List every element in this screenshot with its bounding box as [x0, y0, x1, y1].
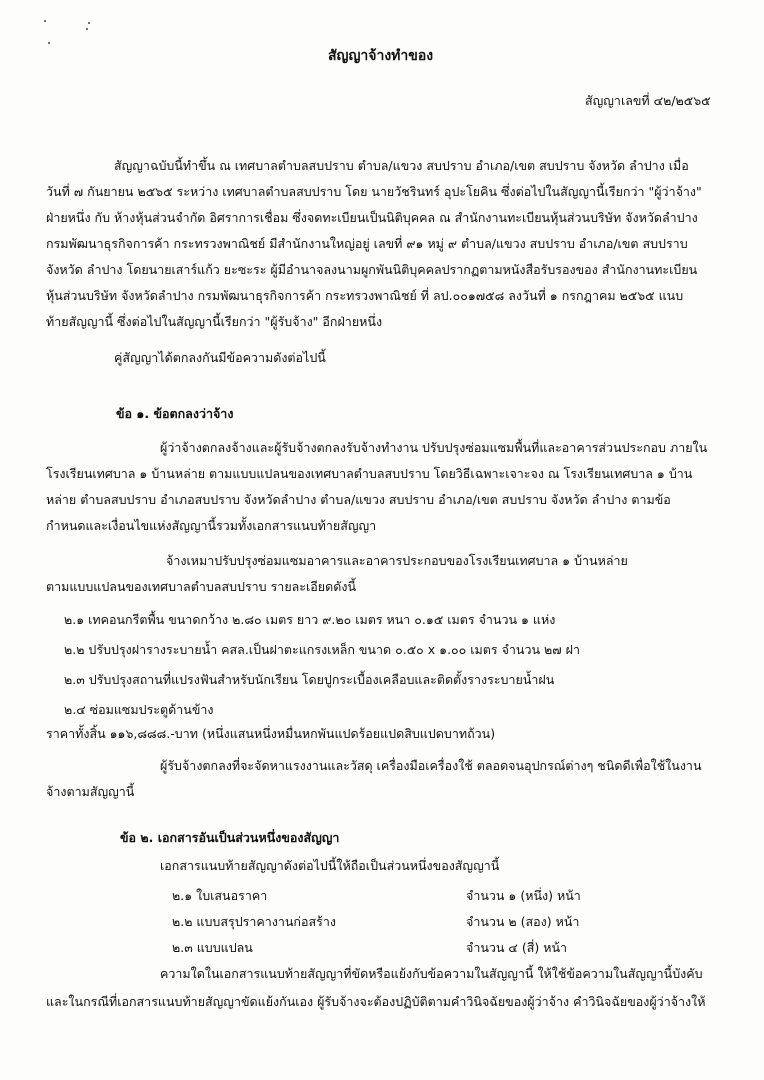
- attachment-pages: จำนวน ๒ (สอง) หน้า: [466, 914, 580, 929]
- clause-1-line: โรงเรียนเทศบาล ๑ บ้านหล่าย ตามแบบแปลนของเทศบาลตำบลสบปราบ โดยวิธีเฉพาะเจาะจง ณ โรงเรียนเทศบาล ๑ บ้าน: [46, 466, 693, 481]
- agreement-line: คู่สัญญาได้ตกลงกันมีข้อความดังต่อไปนี้: [114, 350, 326, 365]
- attachment-pages: จำนวน ๑ (หนึ่ง) หน้า: [466, 888, 581, 903]
- clause-2-tail: ความใดในเอกสารแนบท้ายสัญญาที่ขัดหรือแย้งกับข้อความในสัญญานี้ ให้ใช้ข้อความในสัญญานี้บังคับ: [160, 966, 703, 981]
- scope-line: จ้างเหมาปรับปรุงซ่อมแซมอาคารและอาคารประกอบของโรงเรียนเทศบาล ๑ บ้านหล่าย: [166, 553, 628, 568]
- clause-2-intro: เอกสารแนบท้ายสัญญาดังต่อไปนี้ให้ถือเป็นส่วนหนึ่งของสัญญานี้: [160, 858, 500, 873]
- clause-2-tail: และในกรณีที่เอกสารแนบท้ายสัญญาขัดแย้งกันเอง ผู้รับจ้างจะต้องปฏิบัติตามคำวินิจฉัยของผู้ว่าจ้าง คำวินิจฉัยของผู้ว่าจ้างให้: [46, 994, 706, 1009]
- document-title: สัญญาจ้างทำของ: [328, 48, 434, 64]
- scope-line: ตามแบบแปลนของเทศบาลตำบลสบปราบ รายละเอียดดังนี้: [46, 579, 357, 594]
- work-item: ๒.๓ ปรับปรุงสถานที่แปรงฟันสำหรับนักเรียน โดยปูกระเบื้องเคลือบและติดตั้งรางระบายน้ำฝน: [64, 672, 555, 687]
- intro-line: ฝ่ายหนึ่ง กับ ห้างหุ้นส่วนจำกัด อิศราการเชื่อม ซึ่งจดทะเบียนเป็นนิติบุคคล ณ สำนักงานทะเบียนหุ้นส่วนบริษัท จังหวัดลำปาง: [46, 210, 698, 225]
- intro-line: สัญญาฉบับนี้ทำขึ้น ณ เทศบาลตำบลสบปราบ ตำบล/แขวง สบปราบ อำเภอ/เขต สบปราบ จังหวัด ลำปาง เมื่อ: [114, 158, 689, 173]
- total-price: ราคาทั้งสิ้น ๑๑๖,๘๘๘.-บาท (หนึ่งแสนหนึ่งหมื่นหกพันแปดร้อยแปดสิบแปดบาทถ้วน): [46, 726, 496, 741]
- intro-line: วันที่ ๗ กันยายน ๒๕๖๕ ระหว่าง เทศบาลตำบลสบปราบ โดย นายวัชรินทร์ อุปะโยคิน ซึ่งต่อไปในสัญญานี้เรียกว่า "ผู้ว่าจ้าง": [46, 184, 702, 199]
- clause-1-line: ผู้ว่าจ้างตกลงจ้างและผู้รับจ้างตกลงรับจ้างทำงาน ปรับปรุงซ่อมแซมพื้นที่และอาคารส่วนประกอบ ภายใน: [160, 440, 708, 455]
- attachment-pages: จำนวน ๔ (สี่) หน้า: [466, 940, 568, 955]
- work-item: ๒.๔ ซ่อมแซมประตูด้านข้าง: [64, 702, 214, 717]
- clause-1-line: กำหนดและเงื่อนไขแห่งสัญญานี้รวมทั้งเอกสารแนบท้ายสัญญา: [46, 518, 377, 533]
- labor-line: ผู้รับจ้างตกลงที่จะจัดหาแรงงานและวัสดุ เครื่องมือเครื่องใช้ ตลอดจนอุปกรณ์ต่างๆ ชนิดดีเพื่อใช้ในงาน: [160, 758, 702, 773]
- attachment-name: ๒.๒ แบบสรุปราคางานก่อสร้าง: [172, 914, 336, 929]
- clause-1-line: หล่าย ตำบลสบปราบ อำเภอสบปราบ จังหวัดลำปาง ตำบล/แขวง สบปราบ อำเภอ/เขต สบปราบ จังหวัด ลำปาง ตามข้อ: [46, 492, 671, 507]
- work-item: ๒.๑ เทคอนกรีตพื้น ขนาดกว้าง ๒.๘๐ เมตร ยาว ๙.๒๐ เมตร หนา ๐.๑๕ เมตร จำนวน ๑ แห่ง: [64, 612, 556, 627]
- contract-number: สัญญาเลขที่ ๔๒/๒๕๖๕: [585, 93, 711, 108]
- work-item: ๒.๒ ปรับปรุงฝารางระบายน้ำ คสล.เป็นฝาตะแกรงเหล็ก ขนาด ๐.๕๐ x ๑.๐๐ เมตร จำนวน ๒๗ ฝา: [64, 642, 580, 657]
- intro-line: กรมพัฒนาธุรกิจการค้า กระทรวงพาณิชย์ มีสำนักงานใหญ่อยู่ เลขที่ ๙๑ หมู่ ๙ ตำบล/แขวง สบปราบ อำเภอ/เขต สบปราบ: [46, 236, 688, 251]
- clause-1-heading: ข้อ ๑. ข้อตกลงว่าจ้าง: [116, 406, 234, 421]
- attachment-name: ๒.๑ ใบเสนอราคา: [172, 888, 268, 903]
- attachment-name: ๒.๓ แบบแปลน: [172, 940, 253, 955]
- clause-2-heading: ข้อ ๒. เอกสารอันเป็นส่วนหนึ่งของสัญญา: [120, 830, 340, 845]
- intro-line: หุ้นส่วนบริษัท จังหวัดลำปาง กรมพัฒนาธุรกิจการค้า กระทรวงพาณิชย์ ที่ ลป.๐๐๑๗๕๘ ลงวันที่ ๑ กรกฎาคม ๒๕๖๕ แนบ: [46, 288, 684, 303]
- intro-line: ท้ายสัญญานี้ ซึ่งต่อไปในสัญญานี้เรียกว่า "ผู้รับจ้าง" อีกฝ่ายหนึ่ง: [46, 314, 383, 329]
- intro-line: จังหวัด ลำปาง โดยนายเสาร์แก้ว ยะซะระ ผู้มีอำนาจลงนามผูกพันนิติบุคคลปรากฏตามหนังสือรับรองของ สำนักงานทะเบียน: [46, 262, 698, 277]
- labor-line: จ้างตามสัญญานี้: [46, 784, 135, 799]
